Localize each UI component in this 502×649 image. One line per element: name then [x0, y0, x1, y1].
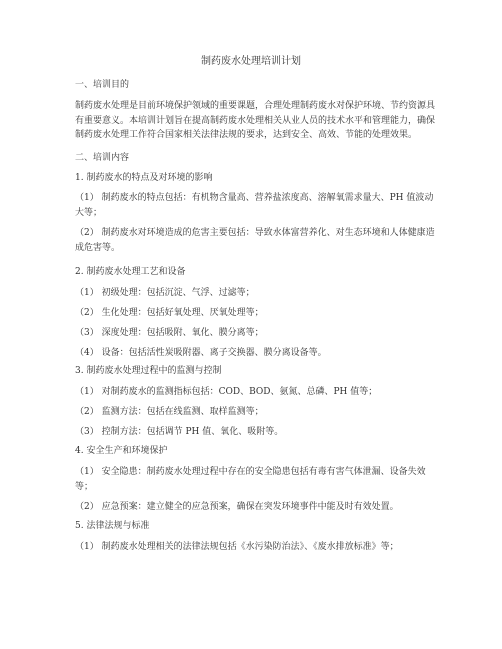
topic-title: 4. 安全生产和环境保护	[75, 446, 168, 456]
document-title: 制药废水处理培训计划	[201, 56, 301, 67]
topic-title: 3. 制药废水处理过程中的监测与控制	[75, 366, 222, 376]
topic-item: （2） 制药废水对环境造成的危害主要包括：导致水体富营养化、对生态环境和人体健康造成危害等。	[75, 228, 435, 253]
topic-item: （2） 生化处理：包括好氧处理、厌氧处理等；	[75, 308, 264, 318]
topic-item: （2） 应急预案：建立健全的应急预案，确保在突发环境事件中能及时有效处置。	[75, 502, 399, 512]
section-heading-purpose: 一、培训目的	[75, 80, 130, 90]
topic-title: 2. 制药废水处理工艺和设备	[75, 267, 186, 277]
topic-item: （3） 控制方法：包括调节 PH 值、氧化、吸附等。	[75, 427, 284, 437]
topic-item: （3） 深度处理：包括吸附、氧化、膜分离等；	[75, 328, 264, 338]
topic-item: （2） 监测方法：包括在线监测、取样监测等；	[75, 407, 264, 417]
topic-title: 1. 制药废水的特点及对环境的影响	[75, 173, 213, 183]
topic-title: 5. 法律法规与标准	[75, 521, 150, 531]
topic-item: （1） 对制药废水的监测指标包括：COD、BOD、氨氮、总磷、PH 值等；	[75, 387, 378, 397]
topic-item: （1） 安全隐患：制药废水处理过程中存在的安全隐患包括有毒有害气体泄漏、设备失效等；	[75, 467, 426, 492]
topic-item: （1） 初级处理：包括沉淀、气浮、过滤等；	[75, 288, 255, 298]
section-heading-content: 二、培训内容	[75, 153, 130, 163]
topic-item: （1） 制药废水处理相关的法律法规包括《水污染防治法》、《废水排放标准》等；	[75, 542, 399, 552]
topic-item: （1） 制药废水的特点包括：有机物含量高、营养盐浓度高、溶解氧需求量大、PH 值波动大等；	[75, 193, 434, 218]
purpose-paragraph: 制药废水处理是目前环境保护领域的重要课题，合理处理制药废水对保护环境、节约资源具有重要意义。本培训计划旨在提高制药废水处理相关从业人员的技术水平和管理能力，确保制药废水处理工作符合国家相关法律法规的要求，达到安全、高效、节能的处理效果。	[75, 101, 436, 140]
topic-item: （4） 设备：包括活性炭吸附器、离子交换器、膜分离设备等。	[75, 348, 327, 358]
